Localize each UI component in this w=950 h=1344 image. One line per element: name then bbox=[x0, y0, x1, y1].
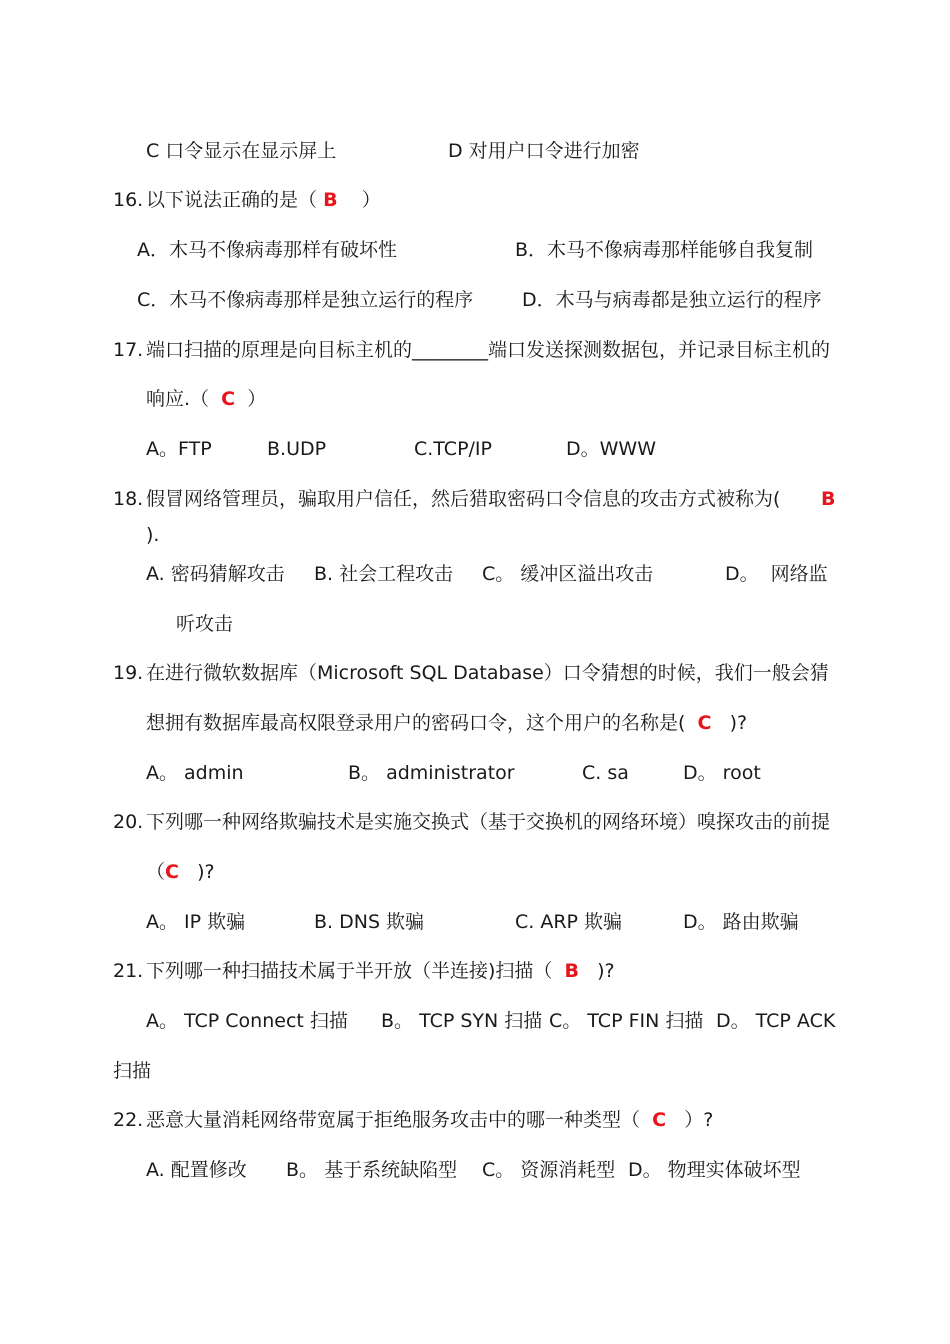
q21-stem-text: 下列哪一种扫描技术属于半开放（半连接)扫描（ bbox=[146, 960, 553, 982]
q19-option-a: A。 admin bbox=[146, 762, 244, 784]
q17-stem-line2 bbox=[146, 387, 266, 411]
q19-stem-line1: 在进行微软数据库（Microsoft SQL Database）口令猜想的时候，我们一般会猜 bbox=[146, 662, 829, 684]
q16-number: 16. bbox=[113, 189, 144, 211]
q18-option-a: A. 密码猜解攻击 bbox=[146, 563, 285, 585]
q18-option-d: D。 网络监 bbox=[725, 563, 828, 585]
q21-option-a: A。 TCP Connect 扫描 bbox=[146, 1010, 348, 1032]
q21-option-d-continued: 扫描 bbox=[113, 1060, 152, 1082]
q15-option-c: C 口令显示在显示屏上 bbox=[146, 140, 337, 162]
q20-option-a: A。 IP 欺骗 bbox=[146, 911, 246, 933]
q18-stem-line1: 假冒网络管理员，骗取用户信任，然后猎取密码口令信息的攻击方式被称为( bbox=[146, 488, 781, 510]
q19-option-b: B。 administrator bbox=[348, 762, 515, 784]
q20-stem-text: （ bbox=[146, 861, 166, 883]
q20-option-c: C. ARP 欺骗 bbox=[515, 911, 623, 933]
q16-answer: B bbox=[323, 189, 338, 211]
q17-option-b: B.UDP bbox=[267, 438, 327, 460]
q19-number: 19. bbox=[113, 662, 144, 684]
q16-option-b: B．木马不像病毒那样能够自我复制 bbox=[515, 239, 814, 261]
q17-option-c: C.TCP/IP bbox=[414, 438, 492, 460]
q22-option-b: B。 基于系统缺陷型 bbox=[286, 1159, 458, 1181]
q21-stem bbox=[146, 959, 615, 983]
q16-stem-text: 以下说法正确的是（ bbox=[146, 189, 318, 211]
q21-option-c: C。 TCP FIN 扫描 bbox=[549, 1010, 704, 1032]
q17-stem-line1: 端口扫描的原理是向目标主机的________端口发送探测数据包，并记录目标主机的 bbox=[146, 339, 831, 361]
q20-stem-close: )? bbox=[197, 861, 215, 883]
q20-option-b: B. DNS 欺骗 bbox=[314, 911, 425, 933]
q19-option-d: D。 root bbox=[683, 762, 761, 784]
q21-number: 21. bbox=[113, 960, 144, 982]
q19-option-c: C. sa bbox=[582, 762, 629, 784]
q21-option-d: D。 TCP ACK bbox=[716, 1010, 836, 1032]
q18-option-d-continued: 听攻击 bbox=[176, 613, 234, 635]
q17-answer: C bbox=[221, 388, 236, 410]
q16-stem bbox=[146, 188, 381, 212]
q20-number: 20. bbox=[113, 811, 144, 833]
q19-answer: C bbox=[697, 712, 712, 734]
q19-stem-text: 想拥有数据库最高权限登录用户的密码口令，这个用户的名称是( bbox=[146, 712, 686, 734]
q15-option-d: D 对用户口令进行加密 bbox=[448, 140, 640, 162]
q21-stem-close: )? bbox=[597, 960, 615, 982]
q22-stem bbox=[146, 1108, 713, 1132]
q16-option-a: A．木马不像病毒那样有破坏性 bbox=[137, 239, 397, 261]
q20-option-d: D。 路由欺骗 bbox=[683, 911, 799, 933]
q22-answer: C bbox=[652, 1109, 667, 1131]
q20-stem-line2 bbox=[146, 860, 215, 884]
q22-option-a: A. 配置修改 bbox=[146, 1159, 247, 1181]
q21-option-b: B。 TCP SYN 扫描 bbox=[381, 1010, 543, 1032]
q17-stem-close: ） bbox=[247, 388, 267, 410]
q17-option-a: A。FTP bbox=[146, 438, 212, 460]
q18-answer: B bbox=[821, 488, 836, 510]
q16-stem-close: ） bbox=[361, 189, 381, 211]
q22-option-c: C。 资源消耗型 bbox=[482, 1159, 616, 1181]
q20-answer: C bbox=[165, 861, 179, 883]
q18-option-b: B. 社会工程攻击 bbox=[314, 563, 454, 585]
q22-stem-text: 恶意大量消耗网络带宽属于拒绝服务攻击中的哪一种类型（ bbox=[146, 1109, 641, 1131]
q22-number: 22. bbox=[113, 1109, 144, 1131]
q18-option-c: C。 缓冲区溢出攻击 bbox=[482, 563, 654, 585]
q20-stem-line1: 下列哪一种网络欺骗技术是实施交换式（基于交换机的网络环境）嗅探攻击的前提 bbox=[146, 811, 831, 833]
q18-stem-line2: ). bbox=[146, 524, 160, 546]
q22-stem-close: ）? bbox=[684, 1109, 714, 1131]
q17-option-d: D。WWW bbox=[566, 438, 656, 460]
q19-stem-line2 bbox=[146, 711, 747, 735]
q19-stem-close: )? bbox=[729, 712, 748, 734]
q17-stem-text: 响应.（ bbox=[146, 388, 210, 410]
q21-answer: B bbox=[564, 960, 579, 982]
q16-option-d: D．木马与病毒都是独立运行的程序 bbox=[522, 289, 822, 311]
q22-option-d: D。 物理实体破坏型 bbox=[628, 1159, 801, 1181]
q17-number: 17. bbox=[113, 339, 144, 361]
q16-option-c: C．木马不像病毒那样是独立运行的程序 bbox=[137, 289, 474, 311]
q18-number: 18. bbox=[113, 488, 144, 510]
